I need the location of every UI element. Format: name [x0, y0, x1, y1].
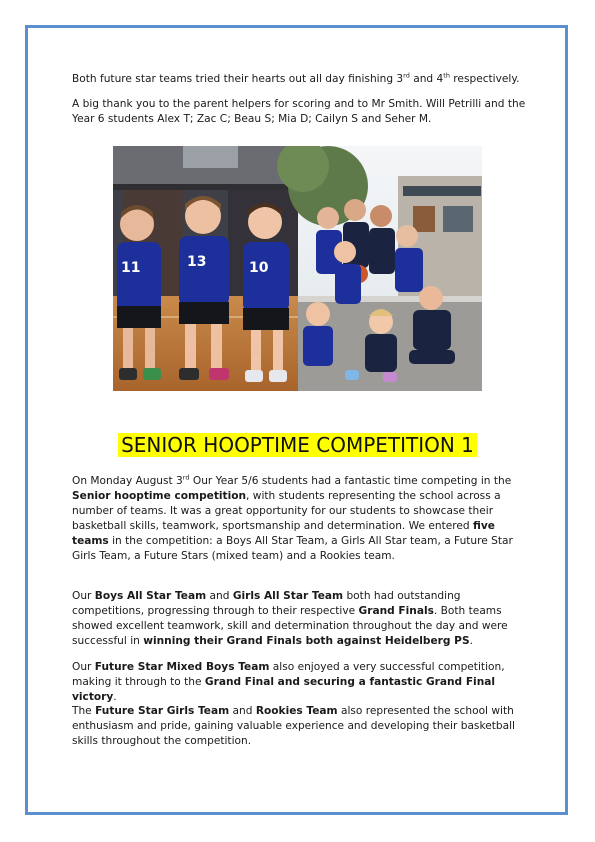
section-heading [0, 432, 595, 459]
intro-finish-line: Both future star teams tried their hearts out all day finishing 3rd and 4th respectively. [72, 71, 520, 85]
section-heading-text: SENIOR HOOPTIME COMPETITION 1 [118, 433, 477, 457]
paragraph-overview: On Monday August 3rd Our Year 5/6 students had a fantastic time competing in the Senior hooptime competition, with students representing the school across a number of teams. It was a great opportunity for our students to showcase their basketball skills, teamwork, sportsmanship and determination. We entered five teams in the competition: a Boys All Star Team, a Girls All Star team, a Future Star Girls Team, a Future Stars (mixed team) and a Rookies team. [72, 473, 513, 562]
jersey-number: 13 [187, 254, 207, 270]
intro-thanks: A big thank you to the parent helpers for scoring and to Mr Smith. Will Petrilli and the Year 6 students Alex T; Zac C; Beau S; Mia D; Cailyn S and Seher M. [72, 98, 526, 125]
paragraph-girls-rookies: The Future Star Girls Team and Rookies Team also represented the school with enthusiasm and pride, gaining valuable experience and developing their basketball skills throughout the competition. [72, 705, 515, 747]
paragraph-all-star-teams: Our Boys All Star Team and Girls All Star Team both had outstanding competitions, progressing through to their respective Grand Finals. Both teams showed excellent teamwork, skill and determination throughout the day and were successful in winning their Grand Finals both against Heidelberg PS. [72, 590, 508, 647]
jersey-number: 10 [249, 260, 269, 276]
team-photo [113, 146, 482, 391]
jersey-number: 11 [121, 260, 141, 276]
paragraph-future-star-mixed: Our Future Star Mixed Boys Team also enjoyed a very successful competition, making it through to the Grand Final and securing a fantastic Grand Final victory. [72, 661, 505, 703]
team-photo-illustration [113, 146, 482, 391]
